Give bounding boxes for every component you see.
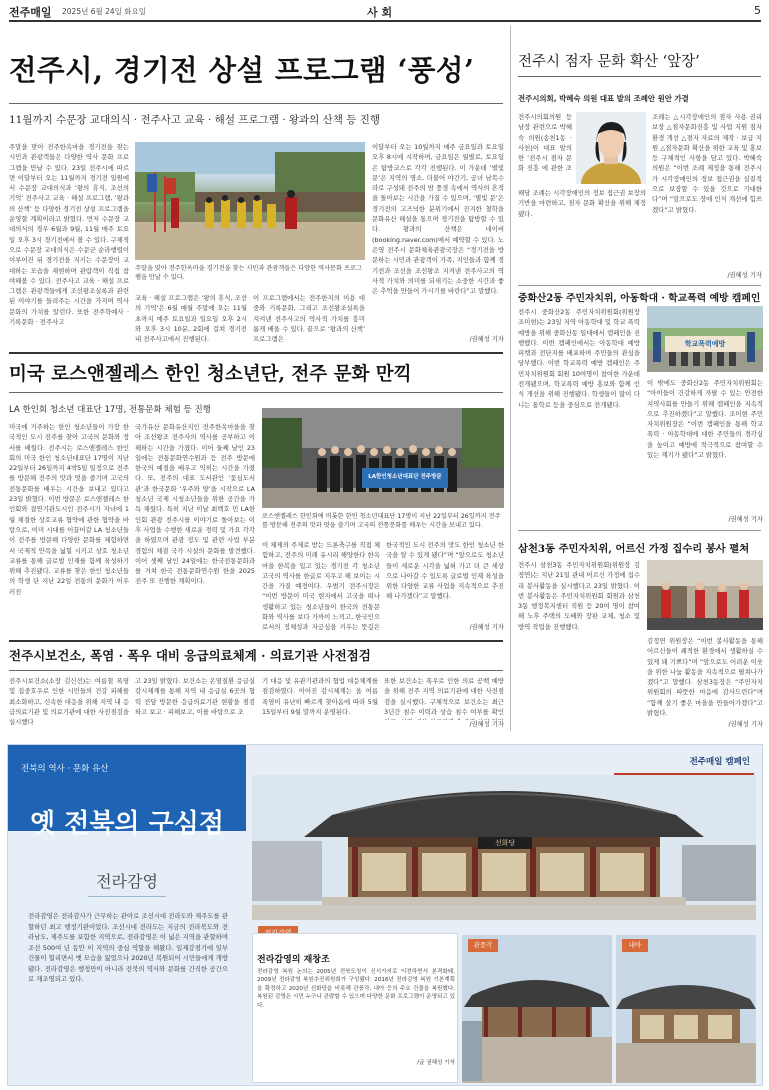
- right1-headline: 전주시 점자 문화 확산 ‘앞장’: [518, 54, 700, 70]
- paper-name: 전주매일: [9, 6, 52, 19]
- right2-banner: 학교폭력예방: [684, 340, 726, 348]
- article1-col4: 이달부터 오는 10월까지 매주 금요일과 토요일 오후 8시에 시작하며, 금요일은 월별로, 토요일은 탐방코스로 각각 진행된다. 이 가운데 ‘별빛 문’은 지역의 명소, 더불어 야간기, 궁녀 남복수라로 구성돼 전주의 밤 풍경 속에서 역사의 흔적을 돌아보는 시간을 가질 수 있으며, ‘별빛 문’은 경기전의 고즈넉한 분위기에서 진지한 철학을 문화유산 해설을 통으며 경기전을 탐방할 수 있다. 왕과의 산책은 네이버(booking.naver.com)에서 예약할 수 있다. 노은영 전주시 문화체육관광국장은 “경기전을 방문하는 시민과 관광객이 가족, 지인들과 함께 경기전과 조선을 조선왕조 지켜낸 전주사고의 역사적 가치와 의미를 되새기는 소중한 시간과 좋은 추억을 만들어 가시기를 바란다”고 말했다.: [372, 143, 504, 296]
- article3-headline: 전주시보건소, 폭염 · 폭우 대비 응급의료체계 · 의료기관 사전점검: [9, 648, 371, 663]
- article2-col4: 한국적인 도시 전주의 맛도 한인 청소년 한국을 알 수 있게 됐다”며 “앞으로도 청소년들이 새로운 시각을 넓혀 가고 더 큰 세상으로 나아갈 수 있도록 글로벌 인재 육성을 위한 다양한 교류 사업을 지속적으로 추진해 나가겠다”고 말했다.: [386, 541, 504, 601]
- right3-col2: 김정연 위원장은 “이번 봉사활동을 통해 어르신들이 쾌적한 환경에서 생활하실 수 있게 돼 기쁘다”며 “앞으로도 어려운 이웃을 위한 나눔 활동을 지속적으로 펼쳐나가겠다”고 말했다. 삼천3동장은 “주민자치위원회의 따뜻한 마음에 감사드린다”며 “함께 살기 좋은 마을을 만들어가겠다”고 밝혔다.: [647, 637, 763, 718]
- article1-byline: /권혜성 기자: [469, 336, 504, 343]
- ceremony-photo-graphic: [135, 142, 365, 260]
- right2-photo: [647, 306, 763, 372]
- campaign-series-label: 전북의 역사 · 문화 유산: [21, 764, 109, 774]
- article2-byline: /권혜성 기자: [469, 624, 504, 631]
- article2-col3: 이 체제의 주제로 받는 드론축구를 직접 체험하고, 전주의 미래 유시리 해양한다 한옥마을 한복을 입고 있는 경기전 각 청소년 고국의 역사를 한글로 지우고 해 보이는 시간을 가질 예정이다. 우범기 전주시장은 “이번 방문이 미국 현지에서 고국을 떠나 생활하고 있는 청소년들이 한국의 전통문화와 역사를 보다 가까이 느끼고, 한국인으로서의 정체성과 자긍심을 키우는 뜻깊은: [262, 541, 380, 632]
- campaign-section: [7, 744, 763, 1086]
- column-divider: [510, 26, 511, 731]
- right2-headline: 중화산2동 주민자치위, 아동학대 · 학교폭력 예방 캠페인: [518, 293, 761, 304]
- right3-byline: /권혜성 기자: [728, 721, 763, 728]
- article3-col2: 고 23일 밝혔다. 보건소는 온열질환 응급실 감시체계를 통해 지역 내 응급실 6곳의 협력 전담 방문한 응급의료기관 현황을 점검하고 보고 · 피해보고, 이를 바탕으로 조: [135, 677, 255, 716]
- campaign-left-panel: [8, 745, 246, 1085]
- right1-rule: [518, 76, 761, 77]
- campaign-subtitle-rule: [88, 896, 166, 897]
- article3-col4: 또한 보건소는 폭우로 인한 의료 공백 예방을 위해 전주 지역 의료기관에 대한 사전점검을 실시했다. 구체적으로 보건소는 최근 3년간 침수 이력과 상습 침수 여부를 확인: [384, 677, 504, 716]
- right1-col2: 조례는 △시각장애인의 점자 사용 권리 보장 △점자문화진흥 및 사업 지원 점자 환경 개선 △점자 자료의 제작 · 보급 지원 △점자문화 확산을 위한 교육 및 홍보 등 구체적인 사항을 담고 있다. 박혜숙 의원은 “이번 조례 제정을 통해 전주시가 시각장애인의 정보 접근권을 실질적으로 보장할 수 있을 것으로 기대한다”며 “앞으로도 장애 인식 개선에 힘쓰겠다”고 밝혔다.: [652, 113, 762, 214]
- article3-rule: [9, 670, 503, 671]
- article3-byline: /권혜성 기자: [469, 721, 504, 728]
- issue-date: 2025년 6월 24일 화요일: [62, 7, 147, 16]
- article1-caption: 주말을 맞아 전주한옥마을 경기전을 찾는 시민과 관광객들은 다양한 역사문화 프로그램을 만날 수 있다.: [135, 265, 362, 281]
- campaign-body: 전라감영은 전라감사가 근무하는 관아로 조선시대 전라도와 제주도를 관할하던 최고 행정기관이었다. 조선시대 전라도는 지금의 전라북도와 전라남도, 제주도를 포함한 지역으로, 전라감영은 이 넓은 지역을 관할하며 조선 500여 년 동안 이 지역의 중심 역할을 해왔다. 일제강점기에 일부 건물이 헐리면서 옛 모습을 잃었으나 2020년 복원되어 시민들에게 개방됐다. 전라감영은 행정만이 아니라 전북의 역사와 문화를 간직한 공간으로 재조명되고 있다.: [28, 912, 228, 983]
- campaign-inset-body: 전라감영 복원 논의는 2005년 전북도청이 신시가지로 이전하면서 본격화돼, 2009년 전라감영 복원추진위원회가 구성됐다. 2016년 전라감영 복원 기본계획을 확정하고 2020년 선화당을 비롯해 관풍각, 내아 등의 주요 건물을 복원했다. 복원된 감영은 시민 누구나 관람할 수 있으며 다양한 문화 프로그램이 운영되고 있다.: [257, 969, 455, 1009]
- campaign-inset-box: [252, 933, 458, 1083]
- campaign-naea-photo: [616, 935, 756, 1083]
- campaign-inset-byline: /글 권혜성 기자: [417, 1060, 455, 1066]
- right3-photo: [647, 560, 763, 630]
- campaign-badge: 전주매일 캠페인: [689, 757, 750, 767]
- naea-graphic: [616, 935, 756, 1083]
- right3-headline: 삼천3동 주민자치위, 어르신 가정 집수리 봉사 펼쳐: [518, 543, 750, 555]
- article1-col1: 주말을 맞아 전주한옥마을 경기전을 찾는 시민과 관광객들은 다양한 역사 문화 프로그램을 만날 수 있다. 23일 전주시에 따르면 이달부터 오는 11월까지 경기전 일원에서 수문장 교대의식과 ‘왕의 휴식, 조선의 기억’ 전주사고 교육 · 해설 프로그램, ‘왕과의 산책’ 등 다양한 경기전 상설 프로그램을 운영할 계획이라고 밝혔다. 먼저 수문장 교대의식의 경우 6월과 9월, 11월 매주 토요일 오후 3시 경기전에서 볼 수 있다. 구체적으로 수문장 교대의식은 수문군 순라행렬이 이루어진 뒤 경기전을 지키는 수문장이 교대하는 모습을 재현하며 관람객이 직접 참여해볼 수 있다. 전주사고 교육 · 해설 프로그램은 관광객들에게 조선왕조실록과 관련된 이야기를 들려주는 시간을 가지며 역사 문화의 가치를 알린다. 또한 전주학예사 · 기록문화 · 전주사고: [9, 143, 129, 327]
- article2-photo: [262, 408, 504, 508]
- right1-col1b: 해당 조례는 시각장애인의 정보 접근권 보장의 기반을 마련하고, 점자 문화 확산을 위해 제정됐다.: [518, 189, 646, 218]
- article2-col1: 미국에 거주하는 한인 청소년들이 가장 한국적인 도시 전주를 찾아 고국의 문화와 정서를 배웠다. 전주시는 로스앤젤레스 한인회의 미국 한인 청소년대표단 17명이 지난 22일부터 26일까지 4박5일 일정으로 전주를 방문해 전주의 맛과 멋을 즐기며 고국의 전통문화를 배우는 시간을 보내고 있다고 23일 밝혔다. 이번 방문은 로스앤젤레스 한인회와 결연기관도시인 전주시가 자녀에 1월 체결한 상호교류 협약에 관한 협약을 바탕으로, 이미 시대를 이끌어갈 LA 청소년들이 전주를 방문해 다양한 문화를 체험하면서 국제적 안목을 넓힐 시키고 상호 청소년 교류를 통해 글로벌 인재를 함께 육성하기 위해 추진됐다. 교류를 찾은 한인 청소년들의 학생 단 지난 22일 전통의 문화가 어우러진: [9, 423, 129, 596]
- right1-byline: /권혜성 기자: [727, 272, 762, 279]
- right1-bottom-rule: [518, 285, 761, 286]
- masthead: [9, 4, 761, 20]
- article3-col3: 기 대응 및 유관기관과의 협업 대응체계를 점검하였다. 이어진 감시체계는 올 여름 폭염이 유난히 빠르게 찾아옴에 따라 5월 15일부터 9월 말까지 운영된다.: [262, 677, 378, 716]
- campaign-pavilion-photo: [462, 935, 612, 1083]
- article2-headline: 미국 로스앤젤레스 한인 청소년단, 전주 문화 만끽: [9, 364, 412, 385]
- campaign-inset-title: 전라감영의 재창조: [257, 955, 330, 965]
- article1-col3-bottom: 이 프로그램에서는 전주한지의 이용 대중와 기록문화, 그리고 조선왕조실록을 지켜낸 전주사고의 역사적 가치를 흥미롭게 배울 수 있다. 끝으로 ‘왕과의 산책’ 프로그램은: [253, 294, 365, 344]
- article2-banner: LA한인청소년대표단 전주방문: [368, 474, 442, 480]
- campaign-hall-photo: [252, 775, 756, 920]
- right2-col2: 이 밖에도 중화산2동 주민자치위원회는 “아이들이 건강하게 자랄 수 있는 안전한 지역사회를 만들기 위해 캠페인을 지속적으로 추진하겠다”고 말했다. 조미현 주민자치위원장은 “이번 캠페인을 통해 학교폭력 · 아동학대에 대한 주민들의 경각심을 높이고 예방에 적극적으로 참여할 수 있는 계기가 됐다”고 밝혔다.: [647, 379, 763, 460]
- campaign-tag-3: 내아: [622, 939, 648, 952]
- article1-col2-bottom: 교육 · 해설 프로그램은 ‘왕의 휴식, 조선의 기억’은 6월 매월 주말에 오는 11월 초까지 매주 토요일과 일요일 오후 2시와 오후 3시 10분, 2회에 걸쳐 경기전 내 전주사고에서 진행된다.: [135, 294, 247, 344]
- right2-byline: /권혜성 기자: [728, 516, 763, 523]
- article2-caption: 로스앤젤레스 한인회에 비롯한 한인 청소년대표단 17명이 지난 22일부터 26일까지 전주를 방문해 전주의 맛과 멋을 즐기며 고국의 전통문화를 배우는 시간을 보내고 있다.: [262, 513, 501, 529]
- article1-rule: [9, 103, 503, 104]
- right2-col1: 전주시 중화산2동 주민자치위원회(위원장 조미현)는 23일 지역 아동학대 및 학교 폭력 예방을 위해 중화산동 일대에서 캠페인을 진행했다. 이번 캠페인에서는 아동학대 예방 피켓과 전단지를 배포하며 주민들의 관심을 당부했다. 이번 학교폭력 예방 캠페인은 주민자치위원회 회원 10여명이 참여한 가운데 전개됐으며, 학교폭력 예방 홍보와 함께 인식 개선을 위해 진행됐다. 학생들이 많이 다니는 통학로 등을 중심으로 전개됐다.: [518, 308, 640, 409]
- right1-portrait: [576, 112, 646, 184]
- right3-col1: 전주시 삼천3동 주민자치위원회(위원장 김정연)는 지난 21일 관내 어르신 가정에 집수리 봉사활동을 실시했다고 23일 밝혔다. 이번 봉사활동은 주민자치위원회 회원과 삼천3동 행정복지센터 직원 등 20여 명이 참여해 노후 주택의 도배와 장판 교체, 청소 및 방역 작업을 진행했다.: [518, 561, 640, 631]
- campaign-subtitle: 전라감영: [96, 872, 158, 891]
- page-number: 5: [754, 4, 761, 17]
- article2-col2: 국가유산 문화유산지인 전주한옥마을을 찾아 조선왕조 전주사의 역사를 공부하고 이해하는 시간을 가졌다. 이어 둘째 날인 23일에는 전통문화연수원과 등 전주 방문에 한국의 예절을 배우고 익히는 시간을 가졌다. 또, 전주의 대표 도서관인 ‘꽃심도서관’과 한국문화 ‘우주와 양’을 시작으로 LA 청소년 국제 시청소년들을 위한 공간을 가득 채웠다. 특히 지난 이날 최백호 민 LA한인회 관광 전주시를 이야기로 돌아보는 이후 사업을 수행한 새로운 경력 및 가요 각각을 하였으며 관광 정도 및 관련 사업 부분 경험의 체결 국가 시설의 문화를 발견했다. 이어 셋째 날인 24일에는 한국전통문화과를 거쳐 한국 전통문화연수원 한을 2025 전주 또 진행한 계획이다.: [135, 423, 255, 586]
- article1-photo: [135, 142, 365, 260]
- article2-bottom-rule: [9, 640, 503, 642]
- campaign-title: 옛 전북의 구심점: [30, 809, 224, 839]
- article1-headline: 전주시, 경기전 상설 프로그램 ‘풍성’: [9, 53, 475, 87]
- pavilion-graphic: [462, 935, 612, 1083]
- article1-bottom-rule: [9, 352, 503, 354]
- campaign-hall-sign: 선화당: [494, 839, 516, 847]
- article1-subhead: 11월까지 수문장 교대의식 · 전주사고 교육 · 해설 프로그램 · 왕과의 산책 등 진행: [9, 114, 381, 126]
- article3-col1: 전주시보건소(소장 김신선)는 여름철 폭염 및 집중호우로 인한 시민들의 건강 피해를 최소화하고, 신속한 대응을 위해 지역 내 응급의료기관 및 의료기관에 대한 사전점검을 실시했다: [9, 677, 129, 727]
- right2-bottom-rule: [518, 530, 761, 531]
- right1-subhead: 전주시의회, 박혜숙 의원 대표 발의 조례안 원안 가결: [518, 94, 689, 103]
- portrait-graphic: [576, 112, 646, 184]
- article2-rule: [9, 392, 503, 393]
- right1-col1: 전주시의회의원 등 남장 관련으로 박혜숙 의원(송천1동 · 사천)이 대표 발의한 ‘전주시 점자 문화 진흥 에 관한 조: [518, 113, 572, 172]
- volunteer-photo-graphic: [647, 560, 763, 630]
- section-name: 사 회: [367, 6, 393, 19]
- article2-subhead: LA 한인회 청소년 대표단 17명, 전통문화 체험 등 진행: [9, 405, 211, 415]
- campaign-tag-2: 관풍각: [468, 939, 498, 952]
- masthead-rule: [9, 20, 761, 22]
- group-photo-graphic: [262, 408, 504, 508]
